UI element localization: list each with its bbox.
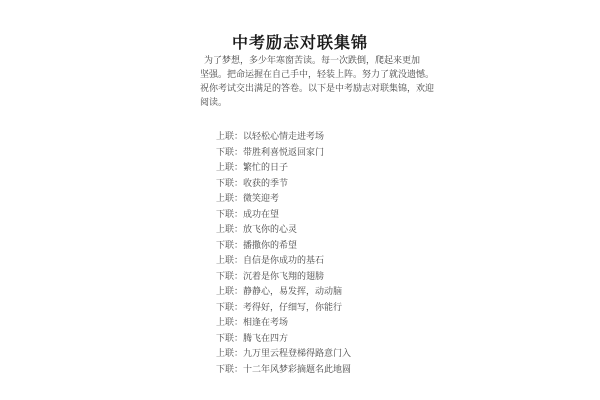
couplet-line: 上联：静静心，易发挥，动动脑 [216,287,343,297]
couplet-line: 下联：收获的季节 [216,178,289,189]
intro-line: 祝你考试交出满足的答卷。以下是中考励志对联集锦，欢迎 [200,84,435,94]
couplet-line: 下联：播撒你的希望 [216,240,298,251]
couplet-line: 下联：腾飞在四方 [216,333,289,344]
couplet-line: 上联：相逢在考场 [216,318,289,328]
couplet-line: 下联：十二年风梦彩摘题名此地圆 [216,364,352,375]
intro-paragraph [200,54,435,110]
couplet-list [216,130,476,378]
couplet-line: 上联：放飞你的心灵 [216,225,298,235]
couplet-line: 上联：九万里云程登梯得路意门入 [216,349,352,359]
couplet-line: 下联：成功在望 [216,209,280,220]
couplet-line: 上联：微笑迎考 [216,194,280,204]
couplet-line: 下联：考得好，仔细写，你能行 [216,302,343,313]
couplet-line: 上联：以轻松心情走进考场 [216,132,325,142]
intro-line: 为了梦想，多少年寒窗苦读。每一次跌倒，爬起来更加 [204,56,421,66]
couplet-line: 上联：繁忙的日子 [216,163,289,173]
couplet-line: 上联：自信是你成功的基石 [216,256,325,266]
couplet-line: 下联：沉着是你飞翔的翅膀 [216,271,325,282]
intro-line: 坚强。把命运握在自己手中，轻装上阵。努力了就没遗憾。 [200,70,435,80]
couplet-line: 下联：带胜利喜悦返回家门 [216,147,325,158]
document-title: 中考励志对联集锦 [231,33,368,52]
intro-line: 阅读。 [200,98,228,108]
